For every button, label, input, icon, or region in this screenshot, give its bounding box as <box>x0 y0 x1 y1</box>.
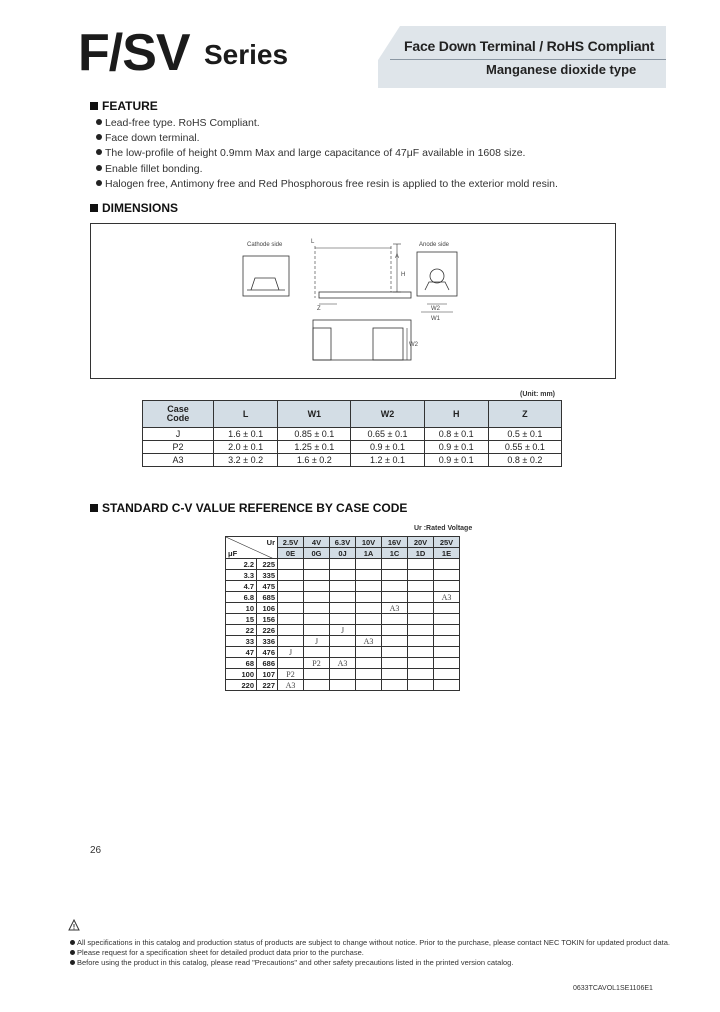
cv-row <box>226 570 460 581</box>
case-code-cell <box>408 647 434 658</box>
case-code-cell: P2 <box>304 658 330 669</box>
capacitance-code-cell: 226 <box>257 625 278 636</box>
cv-row <box>226 625 460 636</box>
case-code-cell <box>330 581 356 592</box>
feature-item: Lead-free type. RoHS Compliant. <box>96 117 260 129</box>
case-code-cell <box>330 614 356 625</box>
unit-label: (Unit: mm) <box>520 391 555 398</box>
dim-w2-label: W2 <box>431 306 440 312</box>
header-band-slant <box>360 26 400 88</box>
case-code-cell <box>278 625 304 636</box>
case-code-cell <box>408 625 434 636</box>
case-code-cell: A3 <box>434 592 460 603</box>
column-header: H <box>424 401 488 428</box>
capacitance-code-cell: 686 <box>257 658 278 669</box>
capacitance-code-cell: 335 <box>257 570 278 581</box>
case-code-cell <box>356 669 382 680</box>
warning-icon <box>68 918 80 930</box>
anode-side-body <box>417 252 457 296</box>
page-number: 26 <box>90 845 102 856</box>
cv-table <box>225 536 460 691</box>
cv-row <box>226 647 460 658</box>
case-code-cell <box>356 647 382 658</box>
voltage-header: 2.5V <box>278 537 304 548</box>
table-cell: 0.9 ± 0.1 <box>351 441 424 454</box>
cv-row <box>226 581 460 592</box>
capacitance-code-cell: 336 <box>257 636 278 647</box>
case-code-cell <box>408 680 434 691</box>
case-code-cell <box>434 625 460 636</box>
case-code-cell <box>304 614 330 625</box>
column-header: W1 <box>278 401 351 428</box>
case-code-cell <box>382 592 408 603</box>
case-code-cell <box>356 592 382 603</box>
case-code-cell <box>382 669 408 680</box>
table-cell: 0.85 ± 0.1 <box>278 428 351 441</box>
voltage-header: 25V <box>434 537 460 548</box>
case-code-cell <box>330 559 356 570</box>
case-code-cell <box>356 614 382 625</box>
dim-a-label: A <box>395 254 400 260</box>
body-side-profile <box>319 292 411 298</box>
capacitance-cell: 2.2 <box>226 559 257 570</box>
capacitance-cell: 47 <box>226 647 257 658</box>
case-code-cell: J <box>330 625 356 636</box>
case-code-cell <box>330 680 356 691</box>
table-cell: 1.6 ± 0.1 <box>214 428 278 441</box>
case-code-cell <box>408 603 434 614</box>
case-code-cell <box>356 559 382 570</box>
rated-voltage-legend: Ur :Rated Voltage <box>414 525 473 532</box>
feature-item: The low-profile of height 0.9mm Max and large capacitance of 47μF available in 1608 size. <box>96 147 525 159</box>
corner-cell <box>226 537 278 559</box>
voltage-code: 0E <box>278 548 304 559</box>
voltage-code: 1A <box>356 548 382 559</box>
table-row <box>143 454 562 467</box>
case-code-cell <box>408 592 434 603</box>
table-cell: 0.5 ± 0.1 <box>488 428 561 441</box>
voltage-header-row <box>226 537 460 548</box>
case-code-cell <box>382 581 408 592</box>
table-cell: 1.25 ± 0.1 <box>278 441 351 454</box>
case-code-cell <box>278 636 304 647</box>
ur-label: Ur <box>266 538 275 547</box>
case-code-cell <box>408 614 434 625</box>
cv-row <box>226 592 460 603</box>
table-cell: 0.9 ± 0.1 <box>424 454 488 467</box>
table-cell: A3 <box>143 454 214 467</box>
case-code-cell <box>304 680 330 691</box>
cv-row <box>226 636 460 647</box>
capacitance-code-cell: 107 <box>257 669 278 680</box>
case-code-cell: J <box>304 636 330 647</box>
case-code-cell <box>304 592 330 603</box>
table-cell: J <box>143 428 214 441</box>
bullet-icon <box>96 134 102 140</box>
case-code-cell <box>382 614 408 625</box>
cathode-pad <box>313 328 331 360</box>
table-cell: 0.55 ± 0.1 <box>488 441 561 454</box>
case-code-cell <box>434 614 460 625</box>
case-code-cell <box>382 625 408 636</box>
table-cell: 2.0 ± 0.1 <box>214 441 278 454</box>
case-code-cell <box>356 570 382 581</box>
case-code-cell <box>330 592 356 603</box>
case-code-cell <box>278 559 304 570</box>
capacitance-cell: 10 <box>226 603 257 614</box>
table-cell: 0.8 ± 0.2 <box>488 454 561 467</box>
bullet-icon <box>96 180 102 186</box>
voltage-code: 1C <box>382 548 408 559</box>
cv-row <box>226 603 460 614</box>
series-label: Series <box>204 39 289 70</box>
case-code-cell <box>304 625 330 636</box>
table-row <box>143 441 562 454</box>
voltage-header: 4V <box>304 537 330 548</box>
capacitor-drawing <box>91 224 615 378</box>
case-code-cell: J <box>278 647 304 658</box>
case-code-cell <box>434 669 460 680</box>
cv-row <box>226 669 460 680</box>
case-code-cell <box>304 559 330 570</box>
case-code-cell: A3 <box>382 603 408 614</box>
case-code-cell <box>330 647 356 658</box>
case-code-cell <box>304 581 330 592</box>
cv-row <box>226 680 460 691</box>
catalog-code: 0633TCAVOL1SE1106E1 <box>573 985 653 992</box>
case-code-cell <box>434 636 460 647</box>
dimensions-heading: DIMENSIONS <box>90 201 178 215</box>
capacitance-code-cell: 476 <box>257 647 278 658</box>
dimension-diagram <box>90 223 616 379</box>
dim-z-label: Z <box>317 306 321 312</box>
capacitance-cell: 100 <box>226 669 257 680</box>
dim-l-label: L <box>311 239 315 245</box>
case-code-cell <box>408 636 434 647</box>
capacitance-cell: 6.8 <box>226 592 257 603</box>
capacitance-cell: 22 <box>226 625 257 636</box>
case-code-cell <box>382 680 408 691</box>
voltage-header: 16V <box>382 537 408 548</box>
case-code-cell <box>356 625 382 636</box>
header-type: Manganese dioxide type <box>486 62 637 77</box>
case-code-cell <box>382 658 408 669</box>
case-code-cell <box>408 658 434 669</box>
body-bottom-view <box>313 320 411 360</box>
case-code-cell <box>356 680 382 691</box>
case-code-cell <box>382 570 408 581</box>
capacitance-cell: 4.7 <box>226 581 257 592</box>
case-code-cell <box>278 603 304 614</box>
uf-label: μF <box>228 549 238 558</box>
case-code-cell <box>278 592 304 603</box>
case-code-cell <box>434 680 460 691</box>
case-code-cell <box>278 581 304 592</box>
cathode-side-label: Cathode side <box>247 242 283 248</box>
case-code-cell <box>408 559 434 570</box>
bullet-icon <box>70 950 75 955</box>
voltage-header: 6.3V <box>330 537 356 548</box>
capacitance-code-cell: 225 <box>257 559 278 570</box>
table-cell: 0.65 ± 0.1 <box>351 428 424 441</box>
case-code-cell <box>278 658 304 669</box>
table-cell: 0.9 ± 0.1 <box>424 441 488 454</box>
table-cell: 1.6 ± 0.2 <box>278 454 351 467</box>
anode-side-label: Anode side <box>419 242 450 248</box>
case-code-cell: A3 <box>356 636 382 647</box>
footer-note: Please request for a specification sheet for detailed product data prior to the purchase. <box>70 948 364 957</box>
bullet-icon <box>96 149 102 155</box>
case-code-cell <box>382 647 408 658</box>
case-code-cell <box>382 559 408 570</box>
capacitance-code-cell: 106 <box>257 603 278 614</box>
table-row <box>143 428 562 441</box>
voltage-header: 20V <box>408 537 434 548</box>
footer-note: Before using the product in this catalog, please read "Precautions" and other safety precautions listed in the printed version catalog. <box>70 958 513 967</box>
capacitance-code-cell: 475 <box>257 581 278 592</box>
case-code-cell <box>330 570 356 581</box>
capacitance-code-cell: 227 <box>257 680 278 691</box>
dimensions-table <box>142 400 562 467</box>
capacitance-cell: 68 <box>226 658 257 669</box>
voltage-header: 10V <box>356 537 382 548</box>
case-code-cell <box>304 647 330 658</box>
cv-row <box>226 614 460 625</box>
case-code-cell <box>382 636 408 647</box>
case-code-cell <box>434 559 460 570</box>
column-header: Case Code <box>143 401 214 428</box>
header-band <box>378 26 666 88</box>
series-title: F/SV <box>78 24 190 82</box>
table-cell: 1.2 ± 0.1 <box>351 454 424 467</box>
case-code-cell <box>434 570 460 581</box>
column-header: L <box>214 401 278 428</box>
feature-item: Halogen free, Antimony free and Red Phosphorous free resin is applied to the exterior mold resin. <box>96 178 558 190</box>
case-code-cell <box>330 636 356 647</box>
case-code-cell <box>434 581 460 592</box>
case-code-cell <box>356 581 382 592</box>
bullet-icon <box>70 960 75 965</box>
anode-pad <box>373 328 403 360</box>
column-header: W2 <box>351 401 424 428</box>
table-cell: P2 <box>143 441 214 454</box>
footer-note: All specifications in this catalog and production status of products are subject to change without notice. Prior to the purchase, please contact NEC TOKIN for updated product data. <box>70 938 670 947</box>
bullet-icon <box>70 940 75 945</box>
cathode-terminal <box>251 278 279 290</box>
bullet-icon <box>96 119 102 125</box>
square-bullet-icon <box>90 504 98 512</box>
table-cell: 3.2 ± 0.2 <box>214 454 278 467</box>
case-code-cell <box>434 658 460 669</box>
case-code-cell <box>304 669 330 680</box>
bullet-icon <box>96 165 102 171</box>
square-bullet-icon <box>90 204 98 212</box>
voltage-code: 1E <box>434 548 460 559</box>
header-divider <box>390 59 666 60</box>
capacitance-cell: 3.3 <box>226 570 257 581</box>
case-code-cell <box>304 603 330 614</box>
case-code-cell <box>434 603 460 614</box>
case-code-cell: P2 <box>278 669 304 680</box>
feature-item: Face down terminal. <box>96 132 200 144</box>
case-code-cell <box>330 603 356 614</box>
voltage-code: 0J <box>330 548 356 559</box>
capacitance-cell: 220 <box>226 680 257 691</box>
cv-row <box>226 559 460 570</box>
voltage-code: 1D <box>408 548 434 559</box>
cv-row <box>226 658 460 669</box>
capacitance-cell: 33 <box>226 636 257 647</box>
case-code-cell <box>408 581 434 592</box>
case-code-cell <box>356 603 382 614</box>
case-code-cell <box>278 614 304 625</box>
case-code-cell: A3 <box>330 658 356 669</box>
case-code-cell <box>408 570 434 581</box>
capacitance-code-cell: 685 <box>257 592 278 603</box>
square-bullet-icon <box>90 102 98 110</box>
case-code-cell <box>356 658 382 669</box>
dim-w1-label: W1 <box>431 316 440 322</box>
case-code-cell <box>408 669 434 680</box>
case-code-cell <box>330 669 356 680</box>
capacitance-cell: 15 <box>226 614 257 625</box>
dim-h-label: H <box>401 272 406 278</box>
feature-item: Enable fillet bonding. <box>96 163 203 175</box>
feature-heading: FEATURE <box>90 99 158 113</box>
case-code-cell <box>434 647 460 658</box>
case-code-cell <box>278 570 304 581</box>
table-cell: 0.8 ± 0.1 <box>424 428 488 441</box>
cv-heading: STANDARD C-V VALUE REFERENCE BY CASE CODE <box>90 501 407 515</box>
column-header: Z <box>488 401 561 428</box>
voltage-code: 0G <box>304 548 330 559</box>
case-code-cell <box>304 570 330 581</box>
case-code-cell: A3 <box>278 680 304 691</box>
capacitance-code-cell: 156 <box>257 614 278 625</box>
header-subtitle: Face Down Terminal / RoHS Compliant <box>404 38 655 54</box>
dim-w2-pad-label: W2 <box>409 342 418 348</box>
